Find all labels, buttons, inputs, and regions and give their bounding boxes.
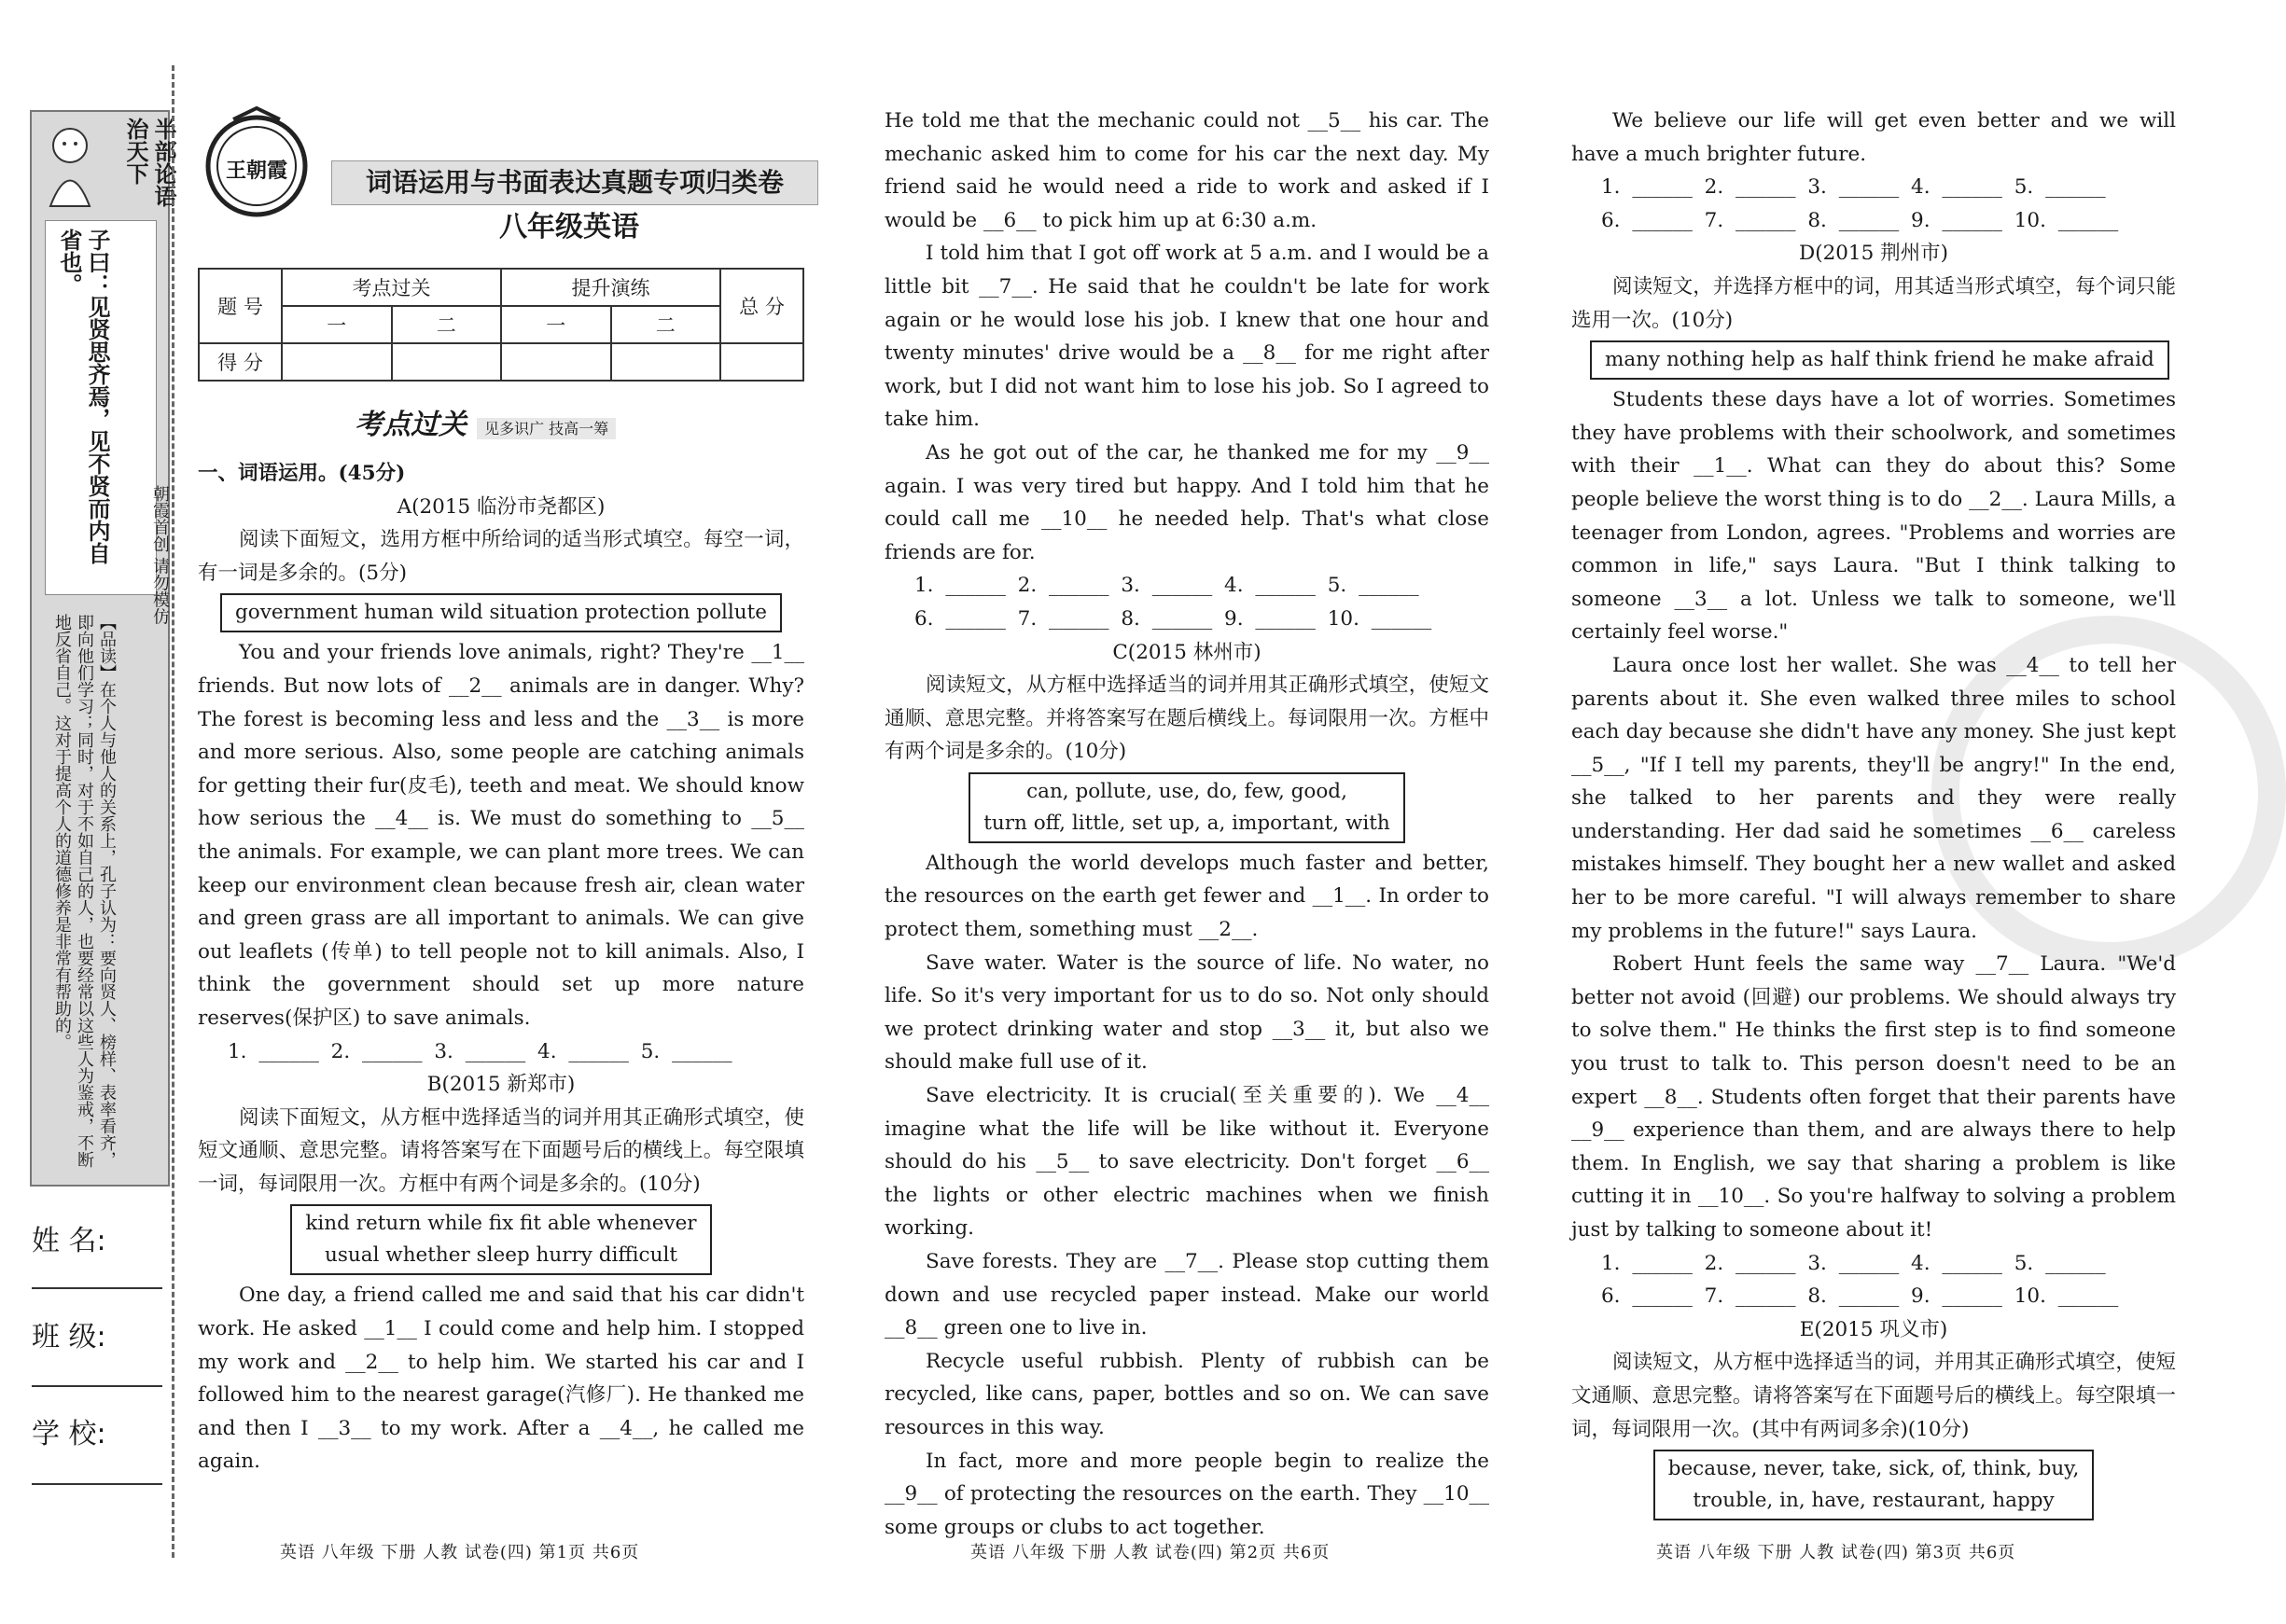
score-cell[interactable] xyxy=(611,343,721,381)
passage-b-text-cont-2: I told him that I got off work at 5 a.m. and I would be a little bit __7__. He said that he couldn't be late for work again or he would lose his job. I knew that one hour and twenty minutes' drive would be a __8__ for me right after work, but I did not want him to lose his job. So I agreed to take him. xyxy=(885,242,1489,432)
passage-d-word-box: many nothing help as half think friend he make afraid xyxy=(1590,340,2169,380)
name-field[interactable] xyxy=(32,1287,162,1289)
score-header-practice: 提升演练 xyxy=(501,269,720,306)
passage-d-instructions: 阅读短文，并选择方框中的词，用其适当形式填空，每个词只能选用一次。(10分) xyxy=(1571,274,2176,332)
passage-c-word-box xyxy=(969,772,1405,843)
passage-d-answer-blanks-2[interactable]: 6. ______ 7. ______ 8. ______ 9. ______ 10. ______ xyxy=(1601,1284,2119,1309)
footer-page-2: 英语 八年级 下册 人教 试卷(四) 第2页 共6页 xyxy=(970,1543,1331,1562)
score-header-checkpoint: 考点过关 xyxy=(282,269,501,306)
score-cell[interactable] xyxy=(282,343,392,381)
passage-b-text-cont-1: He told me that the mechanic could not __5__ his car. The mechanic asked him to come for his car the next day. My friend said he would need a ride to work and asked if I would be __6__ to pick him up at 6:30 a.m. xyxy=(885,109,1489,232)
banner-sub: 见多识广 技高一筹 xyxy=(477,418,616,439)
section-banner xyxy=(355,401,662,442)
passage-b-answer-blanks-2[interactable]: 6. ______ 7. ______ 8. ______ 9. ______ 10. ______ xyxy=(914,606,1432,631)
cut-line xyxy=(172,65,174,1558)
score-header-number: 题 号 xyxy=(199,269,282,343)
passage-e-instructions: 阅读短文，从方框中选择适当的词，并用其正确形式填空，使短文通顺、意思完整。请将答案写在下面题号后的横线上。每空限填一词，每词限用一次。(其中有两词多余)(10分) xyxy=(1571,1351,2176,1441)
brand-note: 朝霞首创 请勿模仿 xyxy=(150,485,170,625)
confucius-quote-box xyxy=(45,220,157,595)
passage-b-box-line2: usual whether sleep hurry difficult xyxy=(325,1243,677,1268)
logo-text: 王朝霞 xyxy=(225,159,287,183)
passage-a-text: You and your friends love animals, right? They're __1__ friends. But now lots of __2__ animals are in danger. Why? The forest is becoming less and less and the __3__ is more and more serious. Also, some people are catching animals for getting their fur(皮毛), teeth and meat. We should know how serious the __4__ is. We must do something to __5__ the animals. For example, we can plant more trees. We can keep our environment clean because fresh air, clean water and green grass are all important to animals. We can give out leaflets (传单) to tell people not to kill animals. Also, I think the government should set up more nature reserves(保护区) to save animals. xyxy=(198,641,804,1030)
confucius-quote: 子曰：见贤思齐焉，见不贤而内自省也。 xyxy=(56,229,110,564)
score-sub-3: 一 xyxy=(501,306,611,343)
passage-e-box-line1: because, never, take, sick, of, think, buy, xyxy=(1667,1457,2080,1481)
passage-b-box-line1: kind return while fix fit able whenever xyxy=(305,1212,697,1236)
passage-b-instructions: 阅读下面短文，从方框中选择适当的词并用其正确形式填空，使短文通顺、意思完整。请将答案写在下面题号后的横线上。每空限填一词，每词限用一次。方框中有两个词是多余的。(10分) xyxy=(198,1105,804,1196)
score-sub-4: 二 xyxy=(611,306,721,343)
binding-strip xyxy=(30,110,176,1187)
confucius-portrait xyxy=(37,118,103,211)
passage-b-text: One day, a friend called me and said that his car didn't work. He asked __1__ I could come and help him. I stopped my work and __2__ to help him. We started his car and I followed him to the nearest garage(汽修厂). He thanked me and then I __3__ to my work. After a __4__, he called me again. xyxy=(198,1284,804,1474)
passage-d-text-2: Laura once lost her wallet. She was __4__ to tell her parents about it. She even walked three miles to school each day because she didn't have any money. She just kept __5__, "If I tell my parents, they'll be angry!" In the end, she talked to her parents and they were really understanding. Her dad said he sometimes __6__ careless mistakes himself. They bought her a new wallet and asked her to be more careful. "I will always remember to share my problems in the future!" says Laura. xyxy=(1571,653,2176,943)
class-label: 班 级: xyxy=(32,1321,106,1353)
passage-e-heading: E(2015 巩义市) xyxy=(1799,1317,1948,1341)
passage-b-text-cont-3: As he got out of the car, he thanked me for my __9__ again. I was very tired but happy. And I told him that he could call me __10__ he needed help. That's what close friends are for. xyxy=(885,440,1489,564)
passage-e-box-line2: trouble, in, have, restaurant, happy xyxy=(1693,1489,2055,1513)
passage-a-word-box: government human wild situation protection pollute xyxy=(220,593,782,632)
passage-c-text-3: Save electricity. It is crucial(至关重要的). We __4__ imagine what the life will be like without it. Everyone should do his __5__ to save electricity. Don't forget __6__ the lights or other electric machines when we finish working. xyxy=(885,1084,1489,1241)
passage-b-word-box xyxy=(290,1204,711,1275)
pindu-commentary: 【品读】在个人与他人的关系上，孔子认为：要向贤人、榜样、表率看齐，即向他们学习；同时，对于不如自己的人，也要经常以这些人为鉴戒，不断地反省自己。这对于提高个人的道德修养是非常有帮助的。 xyxy=(52,614,117,1168)
column-2 xyxy=(885,104,1489,1544)
score-table xyxy=(198,268,804,382)
passage-a-heading: A(2015 临汾市尧都区) xyxy=(397,494,606,519)
passage-c-box-line2: turn off, little, set up, a, important, with xyxy=(983,811,1390,835)
passage-c-text-7: We believe our life will get even better and we will have a much brighter future. xyxy=(1571,109,2176,166)
passage-c-instructions: 阅读短文，从方框中选择适当的词并用其正确形式填空，使短文通顺、意思完整。并将答案写在题后横线上。每词限用一次。方框中有两个词是多余的。(10分) xyxy=(885,673,1489,764)
passage-c-text-2: Save water. Water is the source of life. No water, no life. So it's very important for us to do so. Not only should we protect drinking water and stop __3__ it, but also we should make full use of it. xyxy=(885,951,1489,1075)
passage-d-heading: D(2015 荆州市) xyxy=(1798,242,1949,266)
score-header-total: 总 分 xyxy=(720,269,803,343)
passage-d-text-1: Students these days have a lot of worries. Sometimes they have problems with their schoolwork, and sometimes with their __1__. What can they do about this? Some people believe the worst thing is to do __2__. Laura Mills, a teenager from London, agrees. "Problems and worries are common in life," says Laura. "But I think talking to someone __3__ a lot. Unless we talk to someone, we'll certainly feel worse." xyxy=(1571,388,2176,645)
passage-c-text-4: Save forests. They are __7__. Please stop cutting them down and use recycled paper instead. Make our world __8__ green one to live in. xyxy=(885,1250,1489,1340)
score-cell[interactable] xyxy=(720,343,803,381)
passage-c-box-line1: can, pollute, use, do, few, good, xyxy=(1026,779,1347,803)
footer-page-3: 英语 八年级 下册 人教 试卷(四) 第3页 共6页 xyxy=(1656,1543,2016,1562)
column-1 xyxy=(198,457,804,1478)
score-sub-1: 一 xyxy=(282,306,392,343)
passage-a-instructions: 阅读下面短文，选用方框中所给词的适当形式填空。每空一词，有一词是多余的。(5分) xyxy=(198,528,804,585)
paper-subtitle: 八年级英语 xyxy=(499,211,639,243)
column-3 xyxy=(1571,104,2176,1524)
footer-page-1: 英语 八年级 下册 人教 试卷(四) 第1页 共6页 xyxy=(280,1543,640,1562)
passage-c-text-1: Although the world develops much faster and better, the resources on the earth get fewer and __1__. In order to protect them, something must __2__. xyxy=(885,851,1489,942)
passage-c-text-5: Recycle useful rubbish. Plenty of rubbish can be recycled, like cans, paper, bottles and so on. We can save resources in this way. xyxy=(885,1349,1489,1439)
section-heading: 一、词语运用。(45分) xyxy=(198,462,406,485)
passage-c-answer-blanks-2[interactable]: 6. ______ 7. ______ 8. ______ 9. ______ 10. ______ xyxy=(1601,208,2119,232)
passage-d-answer-blanks-1[interactable]: 1. ______ 2. ______ 3. ______ 4. ______ 5. ______ xyxy=(1601,1251,2106,1275)
score-cell[interactable] xyxy=(501,343,611,381)
passage-c-heading: C(2015 林州市) xyxy=(1112,640,1261,664)
passage-b-answer-blanks-1[interactable]: 1. ______ 2. ______ 3. ______ 4. ______ 5. ______ xyxy=(914,574,1419,598)
paper-title: 词语运用与书面表达真题专项归类卷 xyxy=(331,160,818,205)
score-row-label: 得 分 xyxy=(199,343,282,381)
name-label: 姓 名: xyxy=(32,1225,106,1257)
school-label: 学 校: xyxy=(32,1418,106,1450)
passage-a-answer-blanks[interactable]: 1. ______ 2. ______ 3. ______ 4. ______ 5. ______ xyxy=(228,1039,732,1063)
banner-main: 考点过关 xyxy=(355,409,467,441)
passage-c-answer-blanks-1[interactable]: 1. ______ 2. ______ 3. ______ 4. ______ 5. ______ xyxy=(1601,175,2106,200)
score-cell[interactable] xyxy=(392,343,502,381)
passage-d-text-3: Robert Hunt feels the same way __7__ Laura. "We'd better not avoid (回避) our problems. We should always try to solve them." He thinks the first step is to find someone you trust to talk to. This person doesn't need to be an expert __8__. Students often forget that their parents have __9__ experience than them, and are always there to help them. In English, we say that sharing a problem is like cutting it in __10__. So you're halfway to solving a problem just by talking to someone about it! xyxy=(1571,952,2176,1242)
passage-b-heading: B(2015 新郑市) xyxy=(426,1073,576,1097)
school-field[interactable] xyxy=(32,1483,162,1485)
passage-e-word-box xyxy=(1653,1450,2095,1520)
class-field[interactable] xyxy=(32,1385,162,1387)
score-sub-2: 二 xyxy=(392,306,502,343)
brand-logo xyxy=(196,103,317,224)
motto-top: 半部论语治天下 xyxy=(122,118,176,207)
passage-c-text-6: In fact, more and more people begin to realize the __9__ of protecting the resources on the earth. They __10__ some groups or clubs to act together. xyxy=(885,1449,1489,1539)
